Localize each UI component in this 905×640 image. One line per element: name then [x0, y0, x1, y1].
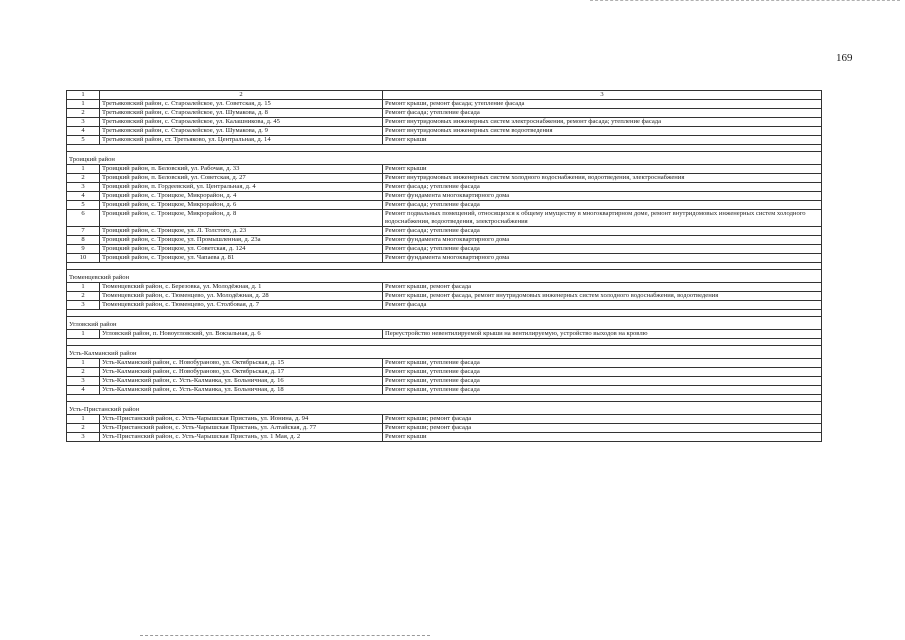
row-work: Ремонт крыши [383, 165, 822, 174]
repair-table [66, 90, 822, 442]
district-name: Троицкий район [67, 152, 822, 165]
header-col-1: 1 [67, 91, 100, 100]
district-row [67, 346, 822, 359]
table-row [67, 174, 822, 183]
table-row [67, 386, 822, 395]
row-address: Усть-Пристанский район, с. Усть-Чарышская Пристань, ул. Ионина, д. 94 [100, 415, 383, 424]
row-number: 1 [67, 100, 100, 109]
group-spacer [67, 310, 822, 317]
row-work: Ремонт крыши, ремонт фасада; утепление фасада [383, 100, 822, 109]
row-number: 7 [67, 227, 100, 236]
row-number: 2 [67, 174, 100, 183]
district-name: Угловский район [67, 317, 822, 330]
row-address: Тюменцевский район, с. Тюменцево, ул. Столбовая, д. 7 [100, 301, 383, 310]
spacer-cell [67, 263, 822, 270]
spacer-cell [67, 310, 822, 317]
row-number: 2 [67, 424, 100, 433]
row-address: Троицкий район, с. Троицкое, ул. Промышленная, д. 23а [100, 236, 383, 245]
row-number: 3 [67, 183, 100, 192]
table-row [67, 236, 822, 245]
table-row [67, 301, 822, 310]
row-work: Ремонт крыши, утепление фасада [383, 368, 822, 377]
table-row [67, 254, 822, 263]
district-row [67, 152, 822, 165]
row-address: Усть-Калманский район, с. Новобураново, ул. Октябрьская, д. 17 [100, 368, 383, 377]
table-row [67, 415, 822, 424]
table-header-row [67, 91, 822, 100]
spacer-cell [67, 395, 822, 402]
row-work: Ремонт фундамента многоквартирного дома [383, 254, 822, 263]
row-work: Ремонт фундамента многоквартирного дома [383, 192, 822, 201]
district-row [67, 270, 822, 283]
header-col-3: 3 [383, 91, 822, 100]
row-number: 10 [67, 254, 100, 263]
row-work: Ремонт фасада [383, 301, 822, 310]
row-address: Троицкий район, с. Троицкое, Микрорайон, д. 4 [100, 192, 383, 201]
table-row [67, 136, 822, 145]
row-address: Тюменцевский район, с. Березовка, ул. Молодёжная, д. 1 [100, 283, 383, 292]
district-name: Усть-Калманский район [67, 346, 822, 359]
spacer-cell [67, 339, 822, 346]
row-number: 6 [67, 210, 100, 227]
table-row [67, 245, 822, 254]
row-work: Ремонт подвальных помещений, относящихся к общему имуществу в многоквартирном доме, ремонт внутридомовых инженерных систем холодного водоснабжения, водоотведения, электроснабжения [383, 210, 822, 227]
row-address: Троицкий район, с. Троицкое, ул. Советская, д. 124 [100, 245, 383, 254]
group-spacer [67, 395, 822, 402]
row-number: 3 [67, 377, 100, 386]
row-work: Ремонт крыши; ремонт фасада [383, 424, 822, 433]
table-row [67, 330, 822, 339]
row-address: Третьяковский район, ст. Третьяково, ул. Центральная, д. 14 [100, 136, 383, 145]
group-spacer [67, 145, 822, 152]
row-address: Троицкий район, п. Беловский, ул. Рабочая, д. 33 [100, 165, 383, 174]
row-work: Ремонт крыши [383, 136, 822, 145]
row-number: 3 [67, 118, 100, 127]
row-address: Троицкий район, с. Троицкое, ул. Л. Толстого, д. 23 [100, 227, 383, 236]
row-address: Усть-Калманский район, с. Новобураново, ул. Октябрьская, д. 15 [100, 359, 383, 368]
row-work: Переустройство невентилируемой крыши на вентилируемую, устройство выходов на кровлю [383, 330, 822, 339]
row-number: 1 [67, 415, 100, 424]
row-number: 5 [67, 201, 100, 210]
row-work: Ремонт фасада; утепление фасада [383, 245, 822, 254]
district-name: Тюменцевский район [67, 270, 822, 283]
row-address: Усть-Пристанский район, с. Усть-Чарышская Пристань, ул. 1 Мая, д. 2 [100, 433, 383, 442]
row-number: 1 [67, 283, 100, 292]
row-work: Ремонт фасада; утепление фасада [383, 109, 822, 118]
row-number: 9 [67, 245, 100, 254]
table-row [67, 433, 822, 442]
table-row [67, 127, 822, 136]
row-number: 1 [67, 330, 100, 339]
table-row [67, 183, 822, 192]
row-address: Третьяковский район, с. Староалейское, ул. Калашникова, д. 45 [100, 118, 383, 127]
table-row [67, 100, 822, 109]
row-address: Троицкий район, с. Троицкое, Микрорайон, д. 6 [100, 201, 383, 210]
district-row [67, 317, 822, 330]
page-number: 169 [836, 52, 853, 64]
row-address: Усть-Калманский район, с. Усть-Калманка, ул. Больничная, д. 18 [100, 386, 383, 395]
row-number: 8 [67, 236, 100, 245]
row-number: 1 [67, 165, 100, 174]
row-address: Усть-Калманский район, с. Усть-Калманка, ул. Больничная, д. 16 [100, 377, 383, 386]
table-row [67, 109, 822, 118]
table-row [67, 424, 822, 433]
row-address: Троицкий район, п. Беловский, ул. Советская, д. 27 [100, 174, 383, 183]
district-row [67, 402, 822, 415]
row-work: Ремонт внутридомовых инженерных систем электроснабжения, ремонт фасада; утепление фасада [383, 118, 822, 127]
district-name: Усть-Пристанский район [67, 402, 822, 415]
row-address: Троицкий район, с. Троицкое, ул. Чапаева д. 81 [100, 254, 383, 263]
row-work: Ремонт крыши; ремонт фасада [383, 415, 822, 424]
row-number: 4 [67, 127, 100, 136]
table-row [67, 283, 822, 292]
table-row [67, 192, 822, 201]
row-work: Ремонт фасада; утепление фасада [383, 201, 822, 210]
row-work: Ремонт крыши, ремонт фасада [383, 283, 822, 292]
bottom-scan-marks [140, 635, 430, 636]
row-work: Ремонт крыши, ремонт фасада, ремонт внутридомовых инженерных систем холодного водоснабжения, водоотведения [383, 292, 822, 301]
row-work: Ремонт внутридомовых инженерных систем водоотведения [383, 127, 822, 136]
row-address: Третьяковский район, с. Староалейское, ул. Советская, д. 15 [100, 100, 383, 109]
row-work: Ремонт крыши, утепление фасада [383, 377, 822, 386]
row-number: 2 [67, 292, 100, 301]
row-number: 3 [67, 433, 100, 442]
table-row [67, 118, 822, 127]
row-number: 3 [67, 301, 100, 310]
table-row [67, 359, 822, 368]
header-col-2: 2 [100, 91, 383, 100]
table-row [67, 165, 822, 174]
row-work: Ремонт фасада; утепление фасада [383, 227, 822, 236]
row-work: Ремонт фасада; утепление фасада [383, 183, 822, 192]
table-row [67, 368, 822, 377]
table-row [67, 227, 822, 236]
row-address: Троицкий район, с. Троицкое, Микрорайон, д. 8 [100, 210, 383, 227]
row-address: Тюменцевский район, с. Тюменцево, ул. Молодёжная, д. 28 [100, 292, 383, 301]
row-address: Усть-Пристанский район, с. Усть-Чарышская Пристань, ул. Алтайская, д. 77 [100, 424, 383, 433]
row-address: Третьяковский район, с. Староалейское, ул. Шумакова, д. 8 [100, 109, 383, 118]
row-address: Угловский район, п. Новоугловский, ул. Вокзальная, д. 6 [100, 330, 383, 339]
row-number: 2 [67, 368, 100, 377]
row-address: Троицкий район, п. Гордеевский, ул. Центральная, д. 4 [100, 183, 383, 192]
row-number: 5 [67, 136, 100, 145]
row-work: Ремонт фундамента многоквартирного дома [383, 236, 822, 245]
row-work: Ремонт крыши, утепление фасада [383, 386, 822, 395]
row-number: 1 [67, 359, 100, 368]
table-row [67, 201, 822, 210]
spacer-cell [67, 145, 822, 152]
group-spacer [67, 263, 822, 270]
row-work: Ремонт крыши [383, 433, 822, 442]
row-number: 2 [67, 109, 100, 118]
table-row [67, 292, 822, 301]
table-row [67, 210, 822, 227]
group-spacer [67, 339, 822, 346]
row-number: 4 [67, 192, 100, 201]
table-row [67, 377, 822, 386]
row-address: Третьяковский район, с. Староалейское, ул. Шумакова, д. 9 [100, 127, 383, 136]
row-number: 4 [67, 386, 100, 395]
row-work: Ремонт крыши, утепление фасада [383, 359, 822, 368]
top-scan-marks [590, 0, 900, 3]
row-work: Ремонт внутридомовых инженерных систем холодного водоснабжения, водоотведения, электроснабжения [383, 174, 822, 183]
